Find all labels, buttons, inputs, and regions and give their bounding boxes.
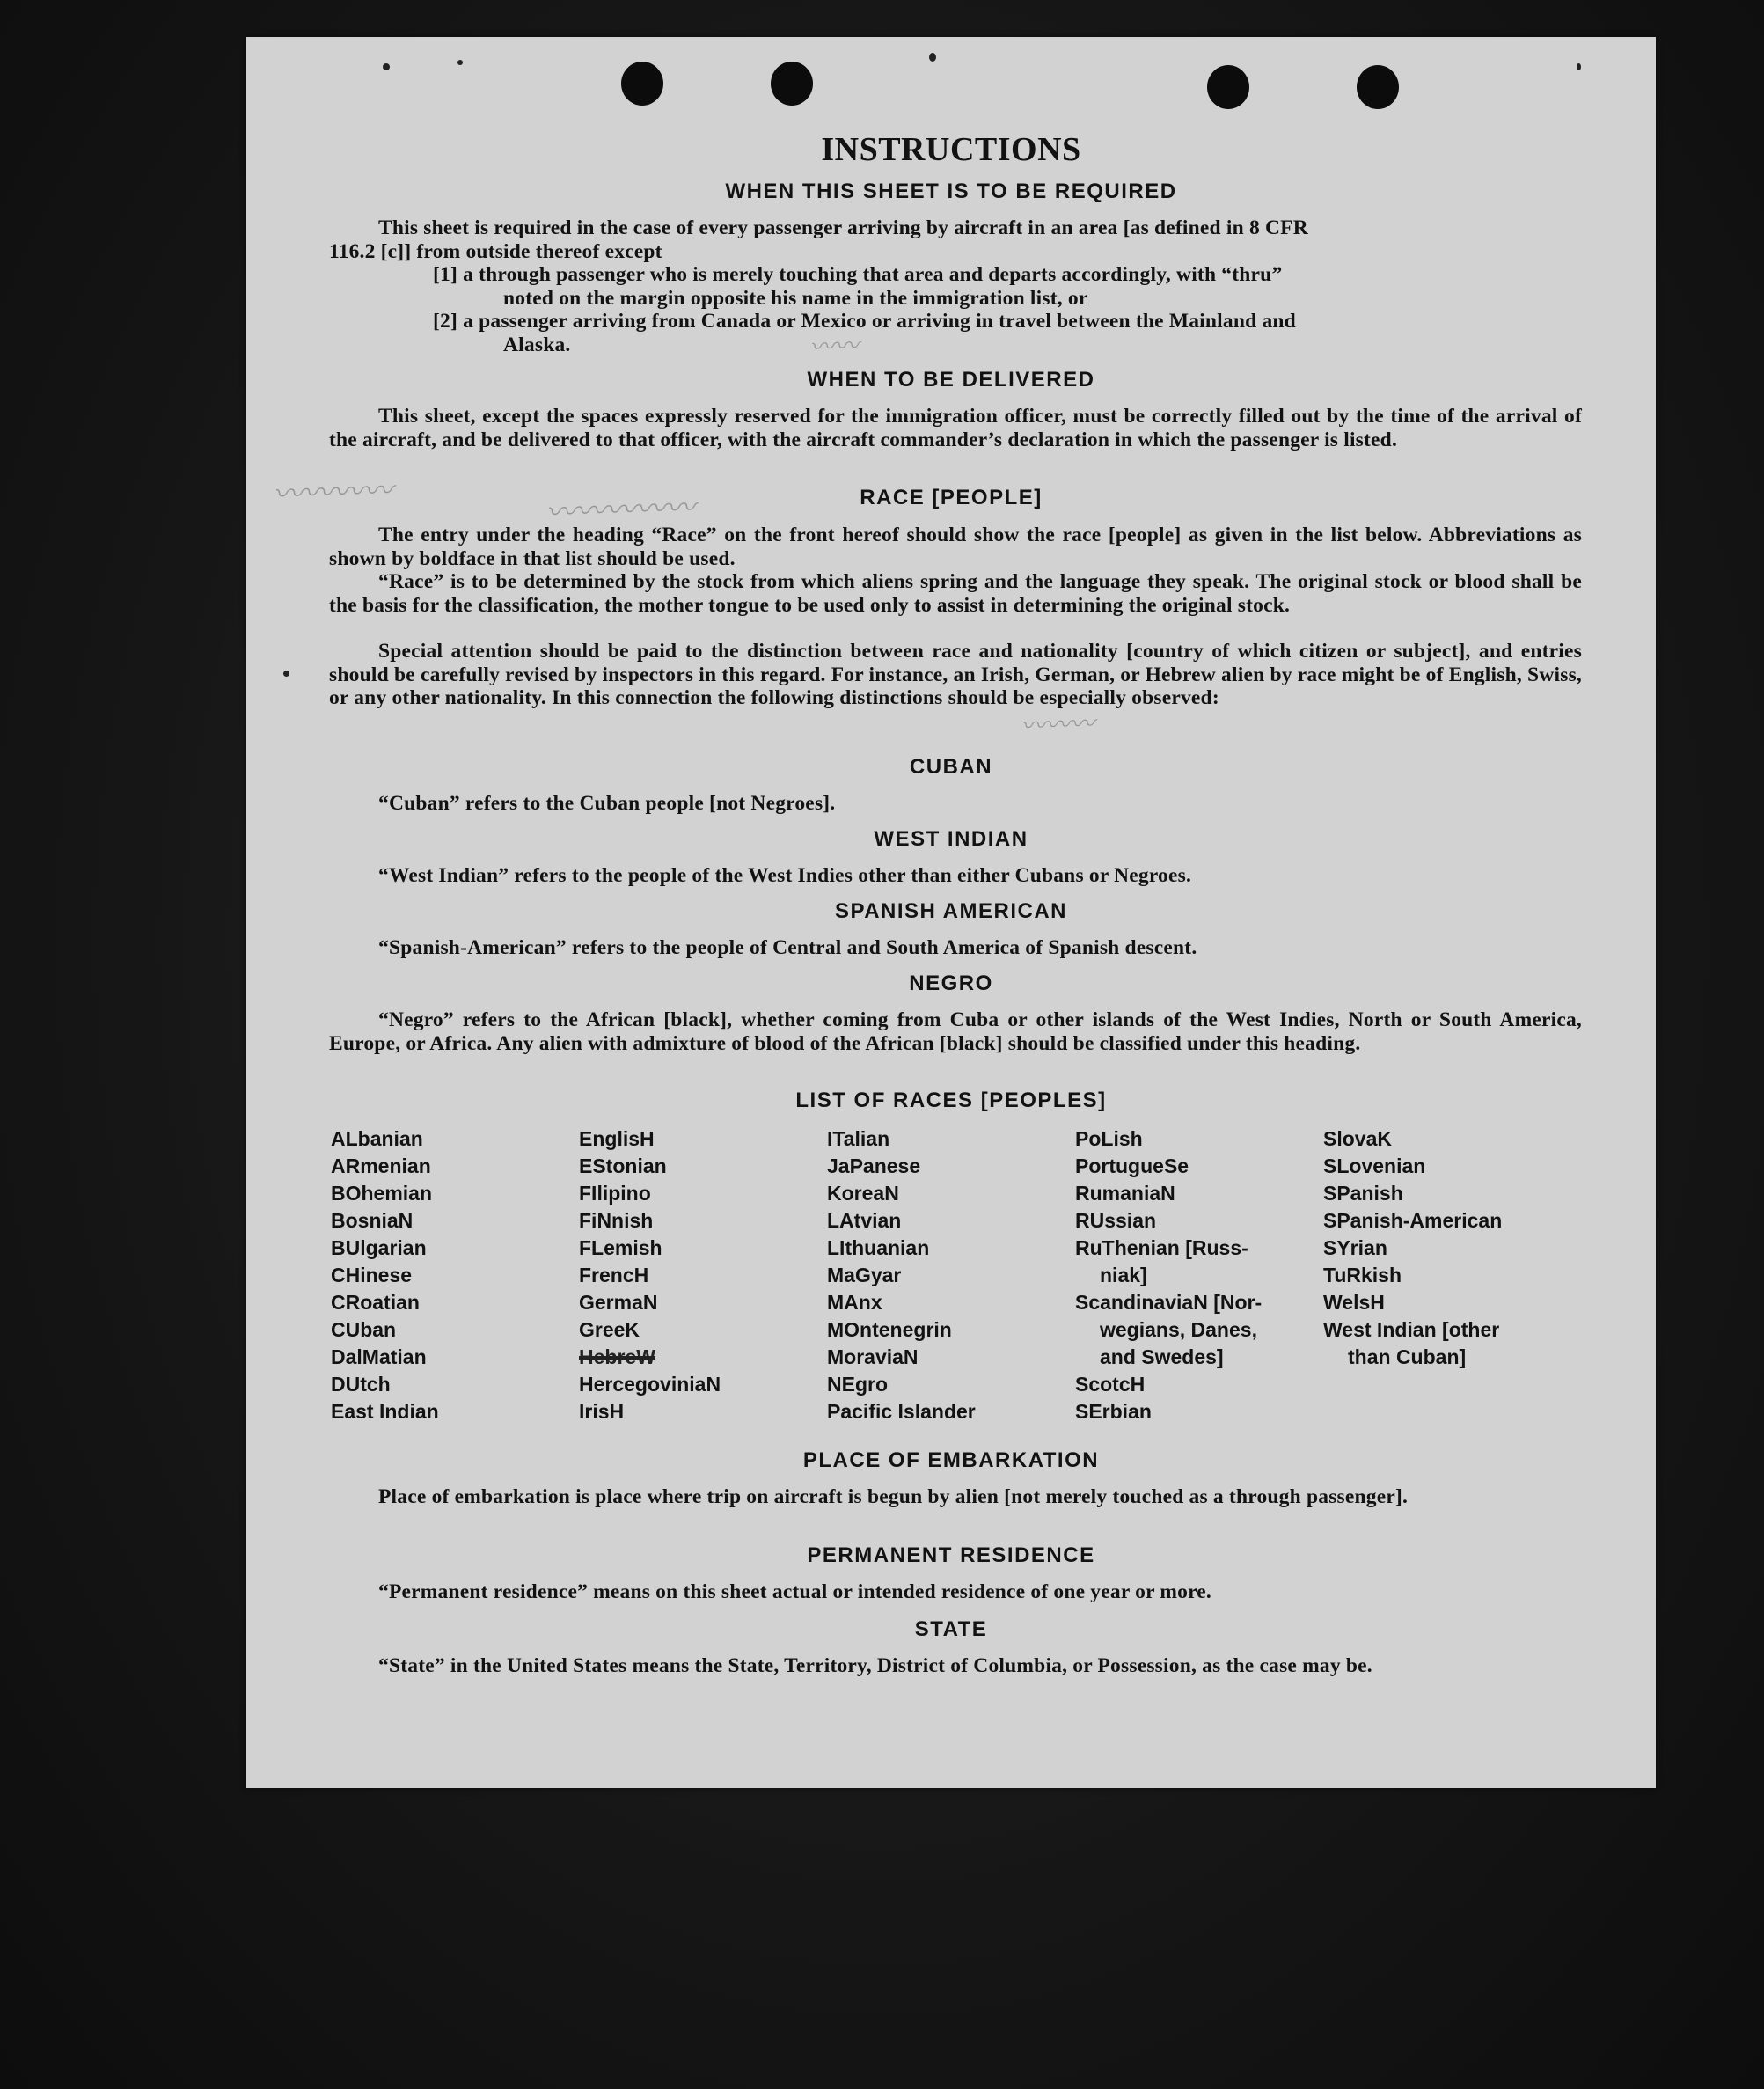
when-required-item-2 [433,310,1582,356]
west-indian-body: “West Indian” refers to the people of the West Indies other than either Cubans or Negroes. [378,864,1192,887]
negro-body: “Negro” refers to the African [black], whether coming from Cuba or other islands of the West Indies, North or South America, Europe, or Africa. Any alien with admixture of blood of the African [black] should be classified under this heading. [329,1008,1582,1055]
handwriting-bleed: 〰〰 [809,331,860,362]
race-item: WelsH [1323,1291,1385,1314]
document-sheet [246,37,1656,1788]
race-column-4 [1075,1125,1323,1426]
item-1-line-1: [1] a through passenger who is merely touching that area and departs accordingly, with “thru” [433,263,1283,286]
paper-speck [283,671,289,677]
embarkation-body: Place of embarkation is place where trip on aircraft is begun by alien [not merely touched as a through passenger]. [378,1485,1409,1508]
race-item: FrencH [579,1264,649,1286]
races-list-heading: LIST OF RACES [PEOPLES] [795,1088,1107,1112]
race-item: PoLish [1075,1127,1143,1150]
race-item: LIthuanian [827,1236,930,1259]
spanish-american-text [329,936,1582,960]
when-required-heading: WHEN THIS SHEET IS TO BE REQUIRED [725,180,1177,203]
race-paragraph-3 [329,640,1582,710]
race-item: MAnx [827,1291,882,1314]
race-item-continuation: wegians, Danes, [1100,1318,1257,1341]
state-heading: STATE [914,1617,988,1641]
race-column-3 [827,1125,1075,1426]
race-item: ALbanian [331,1127,423,1150]
races-list [331,1125,1580,1426]
state-body: “State” in the United States means the State, Territory, District of Columbia, or Possession, as the case may be. [378,1654,1372,1677]
permanent-residence-heading: PERMANENT RESIDENCE [807,1543,1095,1567]
embarkation-heading: PLACE OF EMBARKATION [802,1448,1100,1472]
race-item: SYrian [1323,1236,1387,1259]
race-item: PortugueSe [1075,1154,1189,1177]
page-title: INSTRUCTIONS [821,131,1081,168]
negro-text [329,1008,1582,1055]
race-item: IrisH [579,1400,625,1423]
state-text [329,1654,1582,1678]
race-item: DalMatian [331,1345,427,1368]
race-p1: The entry under the heading “Race” on the front hereof should show the race [people] as given in the list below. Abbreviations as shown by boldface in that list should be used. [329,524,1582,570]
race-item: SPanish-American [1323,1209,1503,1232]
race-item: TuRkish [1323,1264,1402,1286]
race-item: SPanish [1323,1182,1403,1205]
race-item: KoreaN [827,1182,899,1205]
handwriting-bleed: 〰〰〰〰〰 [545,490,696,531]
negro-heading: NEGRO [909,971,993,995]
race-item: RUssian [1075,1209,1157,1232]
race-item: RuThenian [Russ- [1075,1236,1248,1259]
race-item: CHinese [331,1264,413,1286]
race-item: BosniaN [331,1209,414,1232]
cuban-body: “Cuban” refers to the Cuban people [not Negroes]. [378,792,836,815]
race-item: East Indian [331,1400,439,1423]
when-delivered-text [329,405,1582,451]
race-item: MaGyar [827,1264,902,1286]
race-item: CUban [331,1318,397,1341]
cuban-text [329,792,1582,816]
race-item: MOntenegrin [827,1318,952,1341]
race-item: EnglisH [579,1127,655,1150]
punch-hole [771,62,813,106]
race-item: Pacific Islander [827,1400,976,1423]
race-item: FIlipino [579,1182,651,1205]
permanent-residence-body: “Permanent residence” means on this sheet actual or intended residence of one year or more. [378,1580,1211,1603]
race-item: EStonian [579,1154,667,1177]
race-item: FiNnish [579,1209,654,1232]
race-item-continuation: than Cuban] [1348,1345,1467,1368]
race-item: HercegoviniaN [579,1373,721,1396]
race-item: BUlgarian [331,1236,427,1259]
punch-hole [621,62,663,106]
race-item: ITalian [827,1127,890,1150]
race-p3: Special attention should be paid to the distinction between race and nationality [country of which citizen or subject], and entries should be carefully revised by inspectors in this regard. For instance, an Irish, German, or Hebrew alien by race might be of English, Swiss, or any other nationality. In this connection the following distinctions should be especially observed: [329,640,1582,709]
spanish-american-heading: SPANISH AMERICAN [834,899,1067,923]
race-paragraph-1 [329,524,1582,570]
permanent-residence-text [329,1580,1582,1604]
race-item: LAtvian [827,1209,902,1232]
when-required-intro [329,216,1582,263]
when-delivered-heading: WHEN TO BE DELIVERED [807,368,1095,392]
race-item-continuation: and Swedes] [1100,1345,1224,1368]
race-item: ScotcH [1075,1373,1146,1396]
race-item: SLovenian [1323,1154,1426,1177]
race-item: SErbian [1075,1400,1152,1423]
race-column-1 [331,1125,579,1426]
handwriting-bleed: 〰〰〰 [1020,708,1095,741]
race-item: West Indian [other [1323,1318,1500,1341]
race-paragraph-2 [329,570,1582,617]
race-item: RumaniaN [1075,1182,1175,1205]
west-indian-heading: WEST INDIAN [874,827,1028,851]
cuban-heading: CUBAN [909,755,993,779]
paper-speck [457,60,463,65]
race-item: ScandinaviaN [Nor- [1075,1291,1263,1314]
punch-hole [1357,65,1399,109]
race-heading: RACE [PEOPLE] [860,486,1043,509]
race-item-continuation: niak] [1100,1264,1147,1286]
west-indian-text [329,864,1582,888]
race-item: ARmenian [331,1154,431,1177]
embarkation-text [329,1485,1582,1509]
race-item: GermaN [579,1291,658,1314]
race-item-struck: HebreW [579,1345,655,1368]
item-2-line-2: Alaska. [503,333,571,356]
paper-speck [383,63,390,70]
handwriting-bleed: 〰〰〰〰 [272,473,393,513]
race-item: SlovaK [1323,1127,1392,1150]
race-column-5 [1323,1125,1580,1426]
paper-speck [1577,63,1581,70]
punch-hole [1207,65,1249,109]
when-required-item-1 [433,263,1582,310]
race-item: BOhemian [331,1182,433,1205]
race-item: JaPanese [827,1154,921,1177]
item-1-line-2: noted on the margin opposite his name in the immigration list, or [503,286,1088,310]
spanish-american-body: “Spanish-American” refers to the people of Central and South America of Spanish descent. [378,936,1197,959]
race-item: FLemish [579,1236,662,1259]
race-item: MoraviaN [827,1345,919,1368]
item-2-line-1: [2] a passenger arriving from Canada or Mexico or arriving in travel between the Mainland and [433,310,1296,333]
race-item: NEgro [827,1373,888,1396]
when-delivered-body: This sheet, except the spaces expressly reserved for the immigration officer, must be correctly filled out by the time of the arrival of the aircraft, and be delivered to that officer, with the aircraft commander’s declaration in which the passenger is listed. [329,405,1582,451]
intro-line-1: This sheet is required in the case of every passenger arriving by aircraft in an area [as defined in 8 CFR [378,216,1308,239]
race-item: DUtch [331,1373,391,1396]
race-column-2 [579,1125,827,1426]
intro-line-2: 116.2 [c]] from outside thereof except [329,239,662,263]
race-p2: “Race” is to be determined by the stock from which aliens spring and the language they speak. The original stock or blood shall be the basis for the classification, the mother tongue to be used only to assist in determining the original stock. [329,570,1582,617]
paper-speck [929,53,936,62]
race-item: GreeK [579,1318,640,1341]
race-item: CRoatian [331,1291,420,1314]
